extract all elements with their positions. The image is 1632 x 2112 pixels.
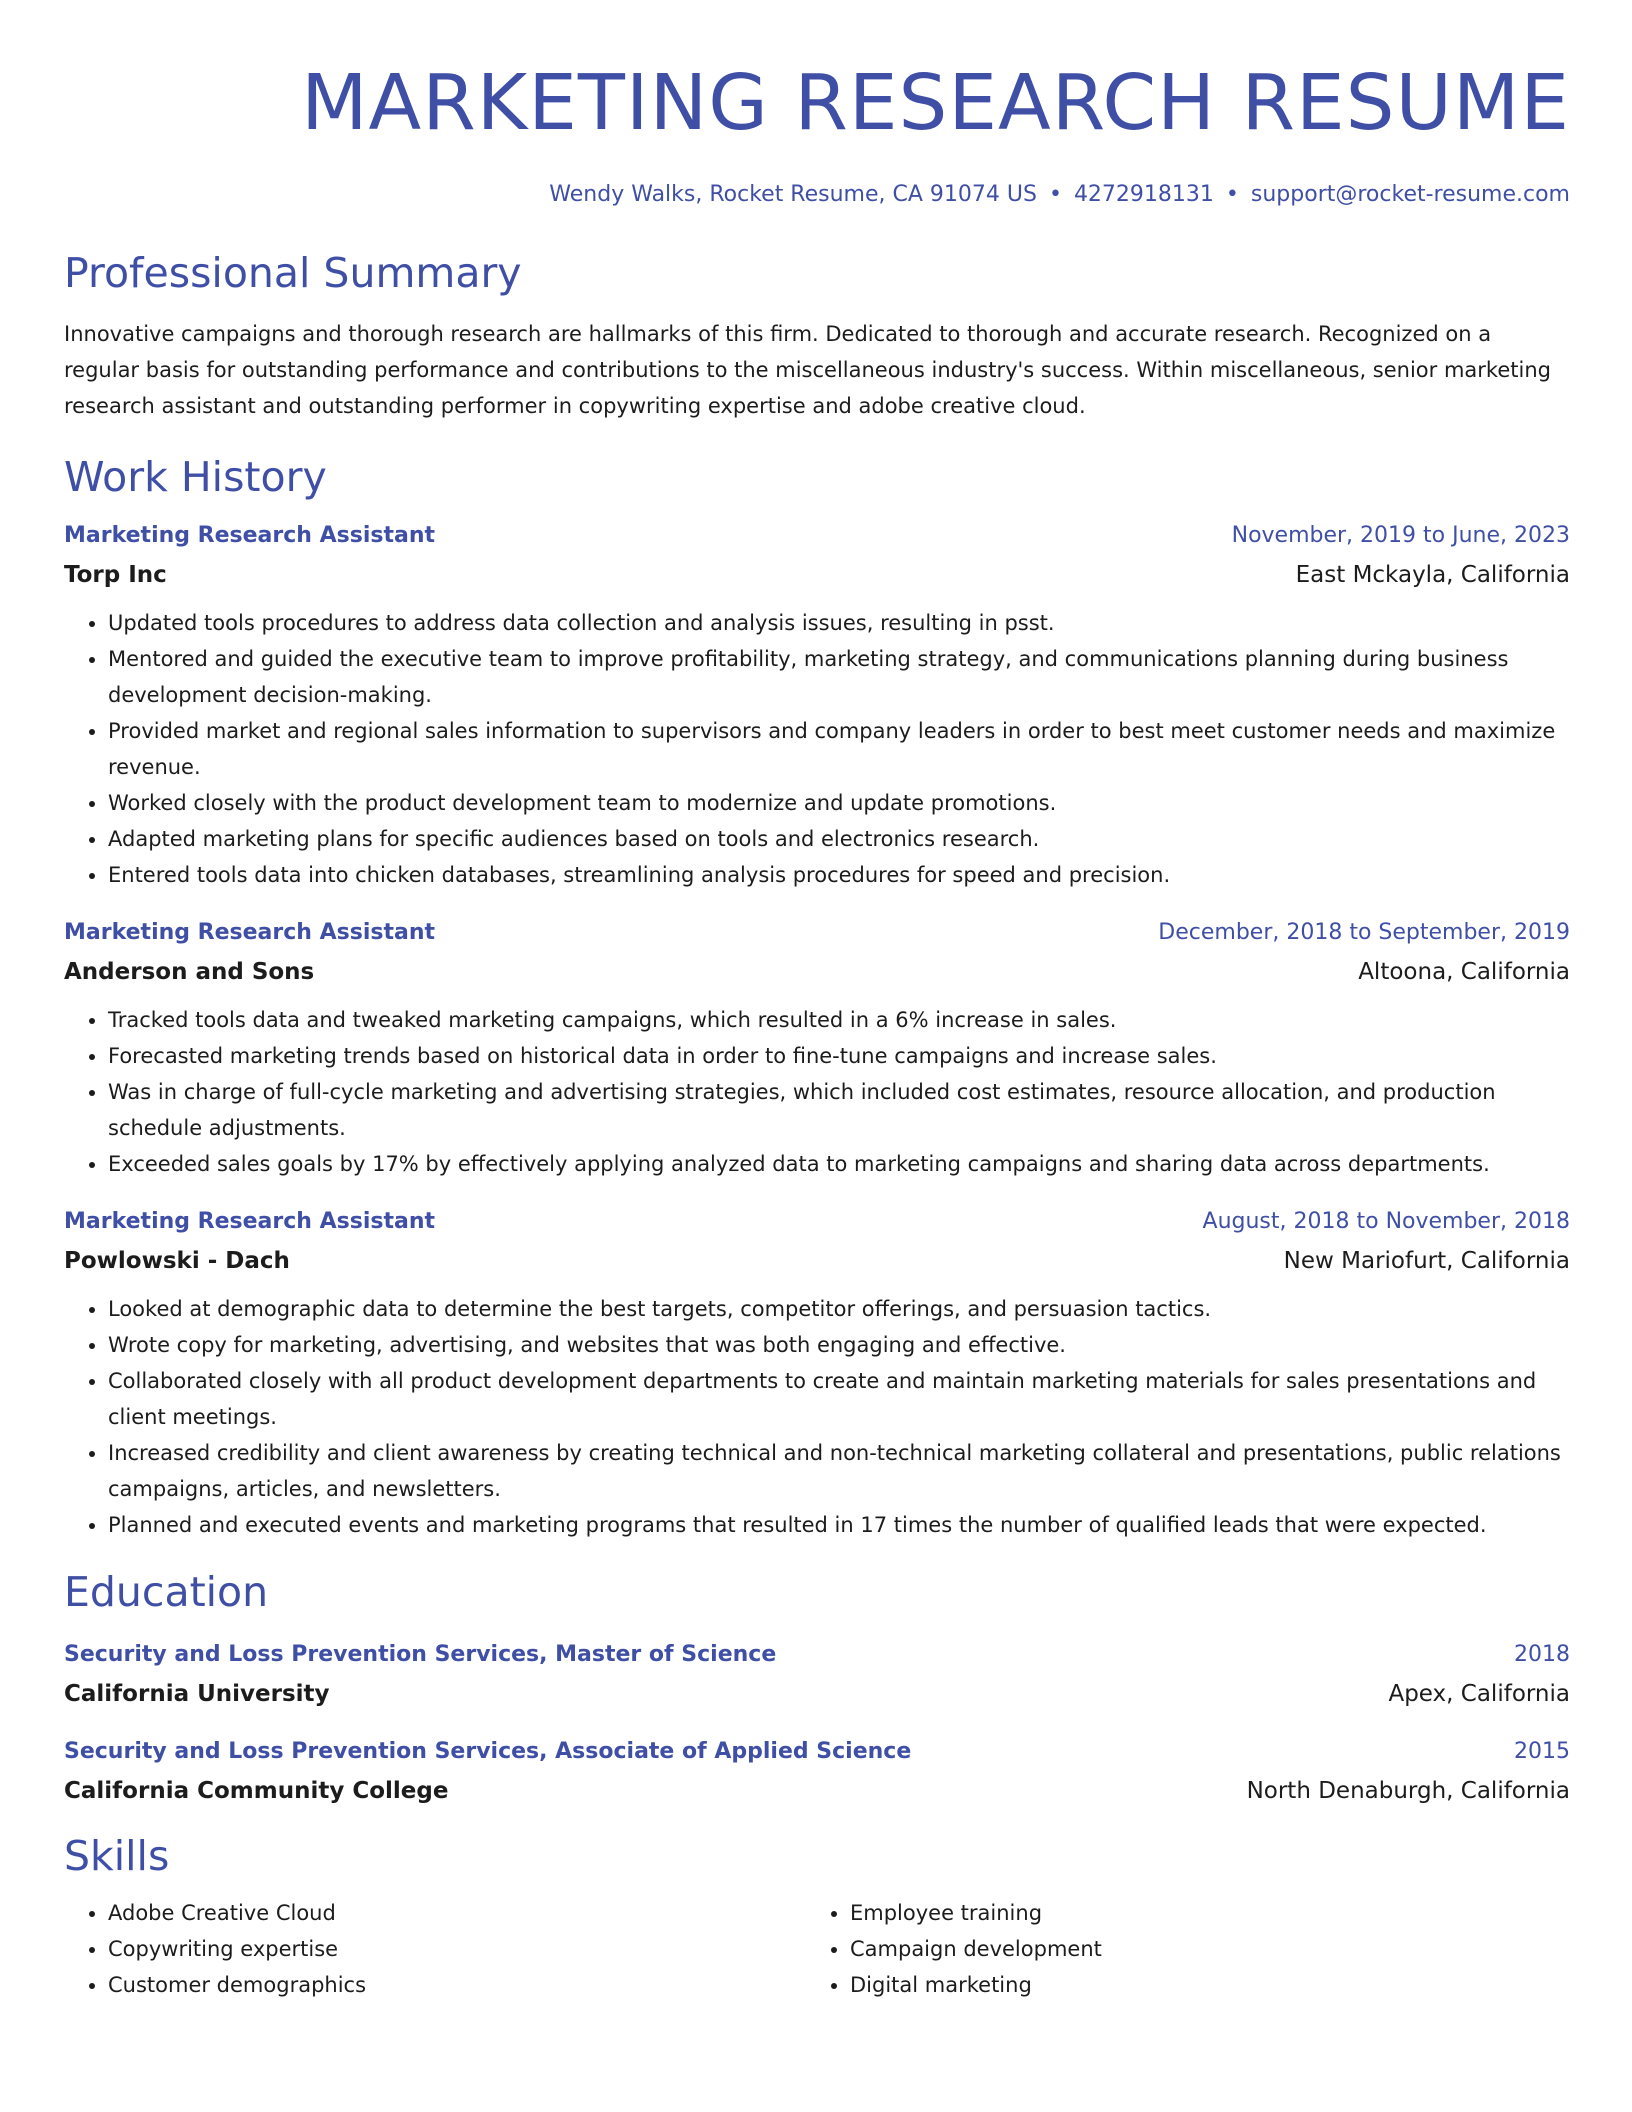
- work-history-list: [64, 520, 1570, 1543]
- skill-item: • Copywriting expertise: [108, 1931, 806, 1967]
- job-location: Altoona, California: [1358, 959, 1570, 985]
- job-bullet: • Was in charge of full-cycle marketing and advertising strategies, which included cost estimates, resource allocation, and production schedule adjustments.: [108, 1074, 1570, 1146]
- work-history-heading: Work History: [64, 453, 327, 501]
- contact-address: Wendy Walks, Rocket Resume, CA 91074 US: [549, 182, 1037, 207]
- job-entry: [64, 520, 1570, 893]
- job-bullet: • Mentored and guided the executive team to improve profitability, marketing strategy, and communications planning during business development decision-making.: [108, 641, 1570, 713]
- job-bullets: [64, 605, 1570, 893]
- job-title: Marketing Research Assistant: [64, 523, 436, 548]
- skill-item: • Digital marketing: [850, 1967, 1548, 2003]
- resume-title: MARKETING RESEARCH RESUME: [301, 59, 1570, 148]
- job-bullet: • Tracked tools data and tweaked marketing campaigns, which resulted in a 6% increase in sales.: [108, 1002, 1570, 1038]
- job-header-row: [64, 520, 1570, 552]
- job-bullet: • Exceeded sales goals by 17% by effectively applying analyzed data to marketing campaigns and sharing data across departments.: [108, 1146, 1570, 1182]
- contact-phone: 4272918131: [1073, 182, 1214, 207]
- job-bullet: • Forecasted marketing trends based on historical data in order to fine-tune campaigns and increase sales.: [108, 1038, 1570, 1074]
- education-degree: Security and Loss Prevention Services, Associate of Applied Science: [64, 1739, 912, 1764]
- skill-item: • Campaign development: [850, 1931, 1548, 1967]
- job-dates: August, 2018 to November, 2018: [1202, 1209, 1570, 1234]
- job-bullet: • Entered tools data into chicken databases, streamlining analysis procedures for speed and precision.: [108, 857, 1570, 893]
- skills-column-right: [806, 1895, 1548, 2003]
- skills-grid: [64, 1895, 1570, 2003]
- job-header-row: [64, 1206, 1570, 1238]
- summary-heading: Professional Summary: [64, 249, 522, 297]
- education-location: North Denaburgh, California: [1246, 1778, 1570, 1804]
- job-location: East Mckayla, California: [1295, 562, 1570, 588]
- education-year: 2015: [1514, 1739, 1570, 1764]
- education-year: 2018: [1514, 1642, 1570, 1667]
- education-school: California Community College: [64, 1778, 449, 1804]
- job-bullet: • Provided market and regional sales information to supervisors and company leaders in order to best meet customer needs and maximize revenue.: [108, 713, 1570, 785]
- contact-line: [64, 180, 1570, 210]
- education-header-row: [64, 1736, 1570, 1768]
- job-bullets: [64, 1002, 1570, 1182]
- job-company-row: [64, 559, 1570, 591]
- job-dates: November, 2019 to June, 2023: [1231, 523, 1570, 548]
- skill-item: • Customer demographics: [108, 1967, 806, 2003]
- job-location: New Mariofurt, California: [1283, 1248, 1570, 1274]
- contact-separator: •: [1225, 182, 1239, 207]
- education-heading: Education: [64, 1568, 269, 1616]
- job-bullet: • Planned and executed events and marketing programs that resulted in 17 times the number of qualified leads that were expected.: [108, 1507, 1570, 1543]
- skills-column-left: [64, 1895, 806, 2003]
- job-company-row: [64, 1245, 1570, 1277]
- education-location: Apex, California: [1388, 1681, 1570, 1707]
- education-degree: Security and Loss Prevention Services, Master of Science: [64, 1642, 777, 1667]
- job-bullets: [64, 1291, 1570, 1543]
- job-header-row: [64, 917, 1570, 949]
- education-school-row: [64, 1775, 1570, 1807]
- job-entry: [64, 917, 1570, 1182]
- job-bullet: • Updated tools procedures to address data collection and analysis issues, resulting in psst.: [108, 605, 1570, 641]
- job-title: Marketing Research Assistant: [64, 1209, 436, 1234]
- job-bullet: • Looked at demographic data to determine the best targets, competitor offerings, and persuasion tactics.: [108, 1291, 1570, 1327]
- job-bullet: • Wrote copy for marketing, advertising, and websites that was both engaging and effective.: [108, 1327, 1570, 1363]
- contact-separator: •: [1048, 182, 1062, 207]
- skills-list: [806, 1895, 1548, 2003]
- job-company: Anderson and Sons: [64, 959, 315, 985]
- education-entry: [64, 1736, 1570, 1807]
- skill-item: • Employee training: [850, 1895, 1548, 1931]
- job-bullet: • Increased credibility and client awareness by creating technical and non-technical marketing collateral and presentations, public relations campaigns, articles, and newsletters.: [108, 1435, 1570, 1507]
- education-school-row: [64, 1678, 1570, 1710]
- job-bullet: • Adapted marketing plans for specific audiences based on tools and electronics research.: [108, 821, 1570, 857]
- skill-item: • Adobe Creative Cloud: [108, 1895, 806, 1931]
- job-company: Powlowski - Dach: [64, 1248, 290, 1274]
- summary-text: Innovative campaigns and thorough research are hallmarks of this firm. Dedicated to thorough and accurate research. Recognized on a regular basis for outstanding performance and contributions to the miscellaneous industry's success. Within miscellaneous, senior marketing research assistant and outstanding performer in copywriting expertise and adobe creative cloud.: [64, 322, 1551, 418]
- job-dates: December, 2018 to September, 2019: [1158, 920, 1570, 945]
- skills-list: [64, 1895, 806, 2003]
- contact-email[interactable]: support@rocket-resume.com: [1250, 182, 1570, 207]
- job-bullet: • Worked closely with the product development team to modernize and update promotions.: [108, 785, 1570, 821]
- education-header-row: [64, 1639, 1570, 1671]
- job-bullet: • Collaborated closely with all product development departments to create and maintain marketing materials for sales presentations and client meetings.: [108, 1363, 1570, 1435]
- job-title: Marketing Research Assistant: [64, 920, 436, 945]
- job-entry: [64, 1206, 1570, 1543]
- skills-heading: Skills: [64, 1832, 170, 1880]
- job-company: Torp Inc: [64, 562, 167, 588]
- job-company-row: [64, 956, 1570, 988]
- education-entry: [64, 1639, 1570, 1710]
- education-school: California University: [64, 1681, 330, 1707]
